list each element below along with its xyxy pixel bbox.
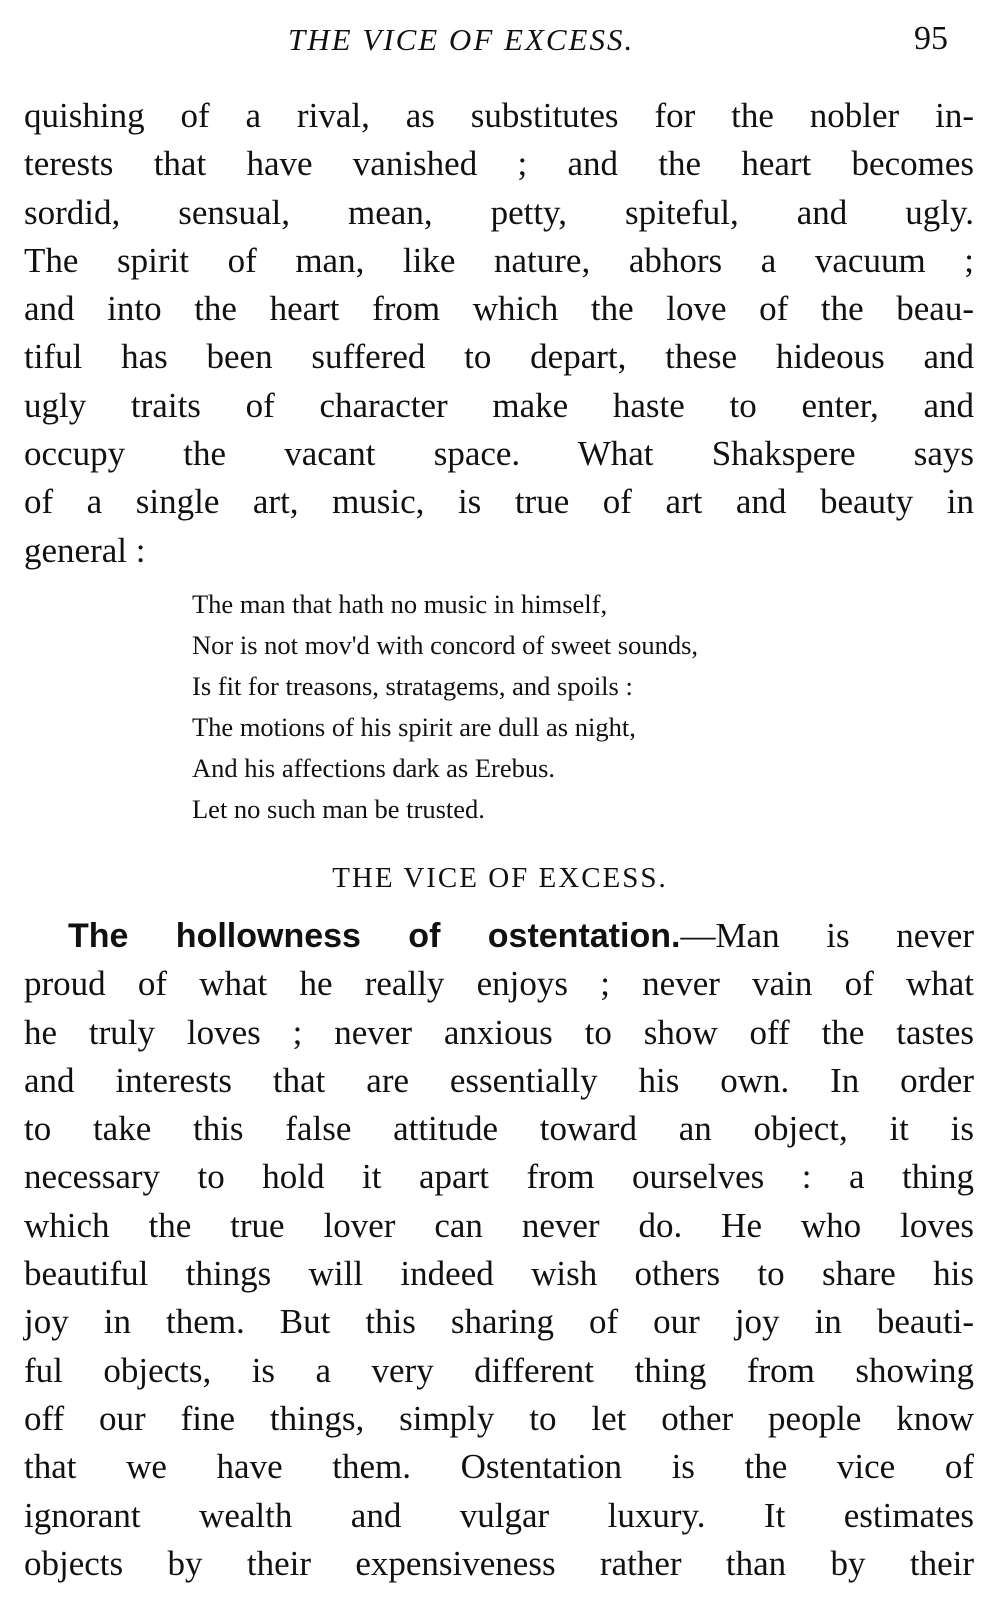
text-line: ful objects, is a very different thing from showing (24, 1350, 974, 1390)
shakespeare-quotation (192, 584, 912, 830)
text-line: to take this false attitude toward an object, it is (24, 1109, 974, 1149)
text-line: and interests that are essentially his own. In order (24, 1060, 974, 1100)
running-title: THE VICE OF EXCESS. (288, 22, 635, 57)
text-line: which the true lover can never do. He who loves (24, 1205, 974, 1245)
text-line-first (24, 912, 974, 960)
verse-line: Is fit for treasons, stratagems, and spoils : (192, 671, 633, 701)
text-line: and into the heart from which the love of the beau- (24, 289, 974, 329)
text-line: general : (24, 530, 146, 570)
text-line: necessary to hold it apart from ourselves : a thing (24, 1157, 974, 1197)
running-head (0, 22, 1000, 62)
page-number: 95 (914, 20, 948, 57)
verse-line: Let no such man be trusted. (192, 794, 485, 824)
text-line: proud of what he really enjoys ; never vain of what (24, 964, 974, 1004)
verse-line: And his affections dark as Erebus. (192, 753, 556, 783)
text-line: beautiful things will indeed wish others to share his (24, 1254, 974, 1294)
text-line: of a single art, music, is true of art and beauty in (24, 482, 974, 522)
text-line: tiful has been suffered to depart, these hideous and (24, 337, 974, 377)
text-line: ignorant wealth and vulgar luxury. It estimates (24, 1495, 974, 1535)
paragraph-ostentation (24, 912, 974, 1588)
text-line: terests that have vanished ; and the heart becomes (24, 144, 974, 184)
section-heading: THE VICE OF EXCESS. (332, 862, 668, 894)
text-line: off our fine things, simply to let other people know (24, 1398, 974, 1438)
text-line: The spirit of man, like nature, abhors a vacuum ; (24, 240, 974, 280)
text-line: joy in them. But this sharing of our joy in beauti- (24, 1302, 974, 1342)
text-line: sordid, sensual, mean, petty, spiteful, and ugly. (24, 192, 974, 232)
verse-line: The motions of his spirit are dull as night, (192, 712, 636, 742)
text-line: ugly traits of character make haste to enter, and (24, 385, 974, 425)
text-line: quishing of a rival, as substitutes for the nobler in- (24, 96, 974, 135)
text-fragment: —Man is never (680, 916, 974, 955)
text-line: he truly loves ; never anxious to show off the tastes (24, 1012, 974, 1052)
text-line: objects by their expensiveness rather than by their (24, 1543, 974, 1583)
paragraph-continued (24, 92, 974, 575)
verse-line: Nor is not mov'd with concord of sweet sounds, (192, 630, 699, 660)
verse-line: The man that hath no music in himself, (192, 589, 608, 619)
text-line: occupy the vacant space. What Shakspere says (24, 434, 974, 474)
text-line: that we have them. Ostentation is the vice of (24, 1447, 974, 1487)
paragraph-lead-in: The hollowness of ostentation. (68, 917, 681, 955)
